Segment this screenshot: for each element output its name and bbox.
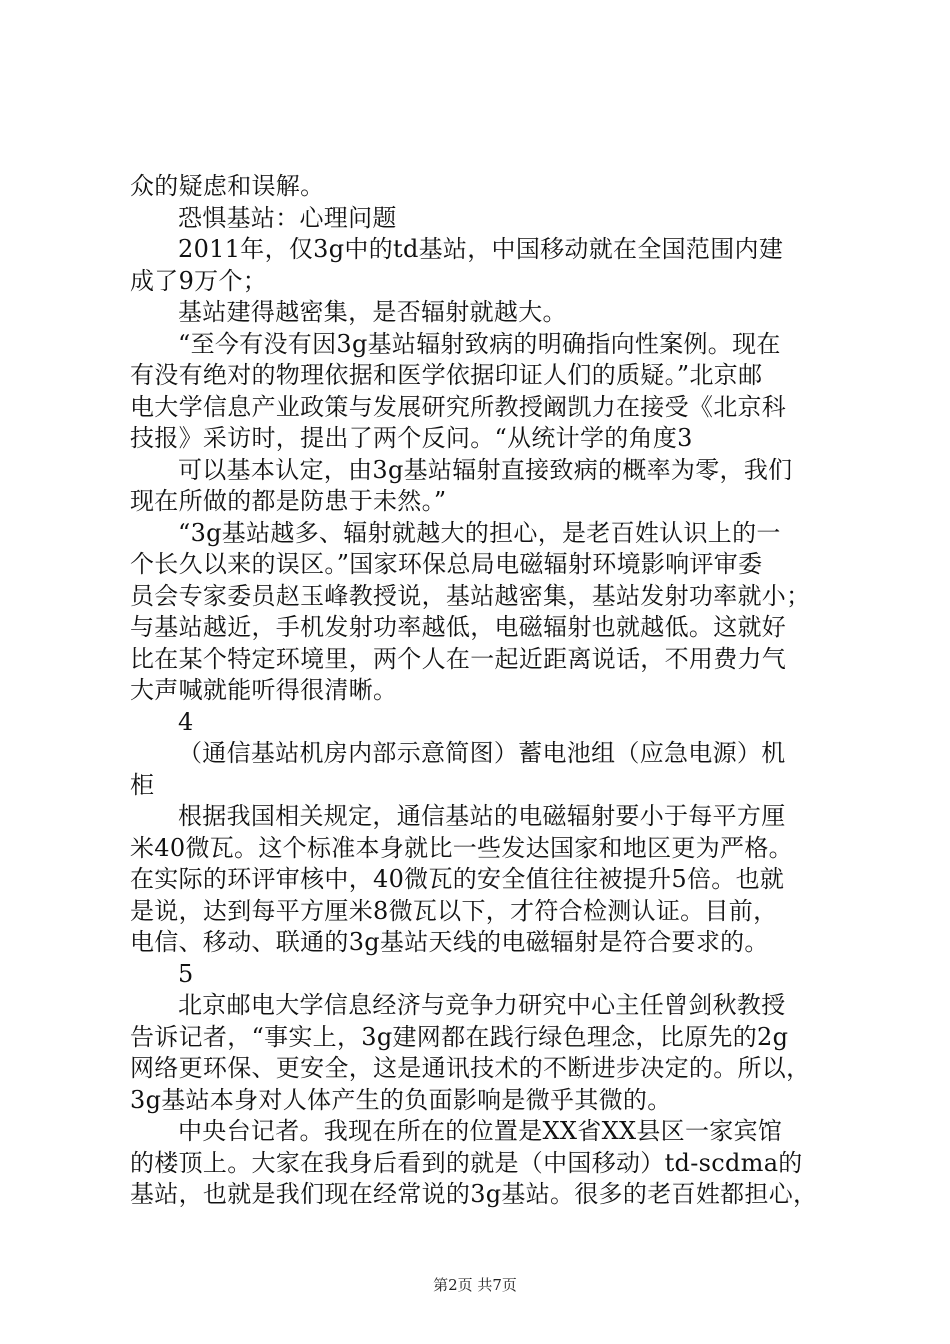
text-line: 成了9万个；	[130, 266, 268, 295]
figure-number: 4	[178, 707, 194, 736]
text-line: 大声喊就能听得很清晰。	[130, 676, 398, 704]
text-line: 2011年，仅3g中的td基站，中国移动就在全国范围内建	[178, 235, 784, 263]
text-line: 网络更环保、更安全，这是通讯技术的不断进步决定的。所以，	[130, 1054, 811, 1082]
page-number: 第2页 共7页	[433, 1276, 517, 1294]
text-line: 比在某个特定环境里，两个人在一起近距离说话，不用费力气	[130, 644, 787, 673]
page-footer	[0, 1275, 950, 1295]
text-line: 电大学信息产业政策与发展研究所教授阚凯力在接受《北京科	[130, 392, 787, 421]
text-line: 告诉记者，“事实上，3g建网都在践行绿色理念，比原先的2g	[130, 1022, 789, 1051]
text-line: 在实际的环评审核中，40微瓦的安全值往往被提升5倍。也就	[130, 865, 785, 893]
text-line: 基站建得越密集，是否辐射就越大。	[178, 298, 567, 326]
text-line: 个长久以来的误区。”国家环保总局电磁辐射环境影响评审委	[130, 550, 763, 578]
text-line: “至今有没有因3g基站辐射致病的明确指向性案例。现在	[178, 329, 781, 358]
text-line: 3g基站本身对人体产生的负面影响是微乎其微的。	[130, 1085, 672, 1114]
text-line: 与基站越近，手机发射功率越低，电磁辐射也就越低。这就好	[130, 613, 787, 641]
document-body	[130, 171, 830, 1211]
text-line: 根据我国相关规定，通信基站的电磁辐射要小于每平方厘	[178, 802, 786, 830]
text-line: 现在所做的都是防患于未然。”	[130, 487, 447, 515]
text-line: “3g基站越多、辐射就越大的担心，是老百姓认识上的一	[178, 518, 781, 547]
text-line: 有没有绝对的物理依据和医学依据印证人们的质疑。”北京邮	[130, 361, 763, 389]
section-heading: 恐惧基站：心理问题	[178, 203, 397, 232]
text-line: 北京邮电大学信息经济与竞争力研究中心主任曾剑秋教授	[178, 991, 786, 1019]
text-line: 是说，达到每平方厘米8微瓦以下，才符合检测认证。目前，	[130, 896, 778, 925]
text-line: 基站，也就是我们现在经常说的3g基站。很多的老百姓都担心，	[130, 1180, 818, 1208]
text-line: 可以基本认定，由3g基站辐射直接致病的概率为零，我们	[178, 455, 793, 484]
text-line: 电信、移动、联通的3g基站天线的电磁辐射是符合要求的。	[130, 928, 769, 956]
figure-caption: （通信基站机房内部示意简图）蓄电池组（应急电源）机	[178, 739, 786, 767]
text-line: 技报》采访时，提出了两个反问。“从统计学的角度3	[130, 424, 693, 452]
text-line: 众的疑虑和误解。	[130, 172, 325, 200]
figure-number: 5	[178, 959, 194, 988]
text-line: 的楼顶上。大家在我身后看到的就是（中国移动）td-scdma的	[130, 1148, 803, 1177]
text-line: 米40微瓦。这个标准本身就比一些发达国家和地区更为严格。	[130, 833, 793, 862]
text-line: 员会专家委员赵玉峰教授说，基站越密集，基站发射功率就小；	[130, 581, 811, 610]
figure-caption: 柜	[130, 770, 155, 799]
text-line: 中央台记者。我现在所在的位置是XX省XX县区一家宾馆	[178, 1117, 783, 1145]
